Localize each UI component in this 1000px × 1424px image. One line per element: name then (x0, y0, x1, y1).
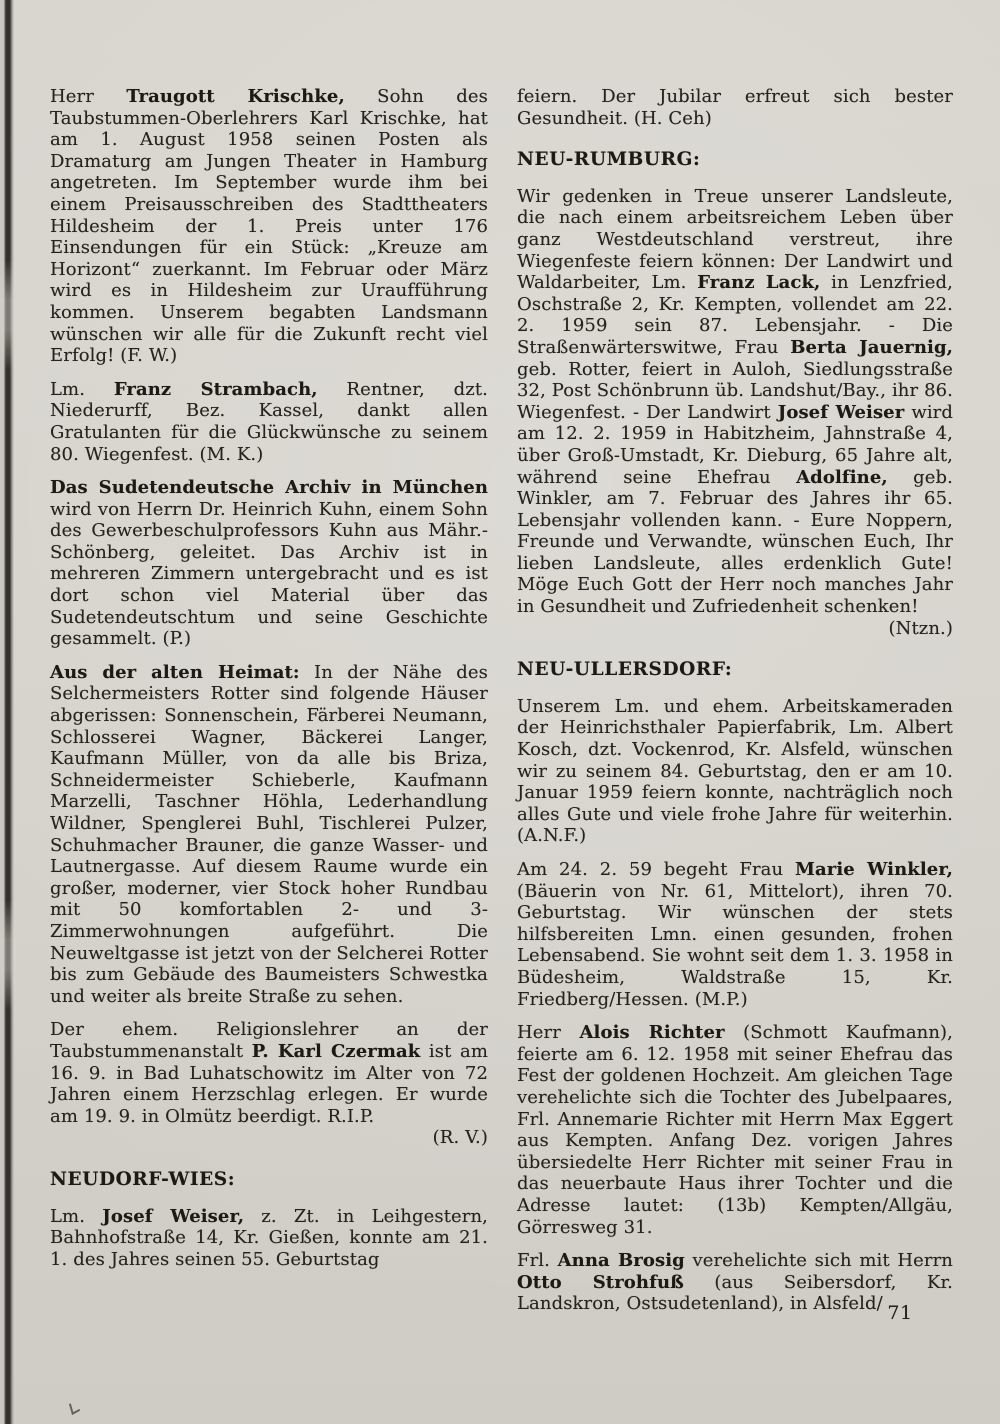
body-text: in Lenzfried, Oschstraße 2, Kr. Kempten, vollendet am 22. 2. 1959 sein 87. Lebensjahr. - Die Straßenwärterswitwe, Frau (517, 272, 953, 358)
bold-name-text: Das Sudetendeutsche Archiv in München (50, 477, 488, 499)
body-text: Herr (517, 1022, 580, 1044)
scan-speck-artifact (69, 1400, 80, 1415)
body-text: Lm. (50, 378, 114, 400)
body-text: verehelichte sich mit Herrn (684, 1250, 953, 1272)
paragraph (517, 86, 953, 129)
body-text: Herr (50, 86, 127, 107)
bold-name-text: Traugott Krischke, (126, 86, 345, 107)
body-text: Wir gedenken in Treue unserer Landsleute, die nach einem arbeitsreichem Leben über ganz Westdeutschland verstreut, ihre Wiegenfeste feiern können: Der Landwirt und Waldarbeiter, Lm. (517, 185, 953, 294)
paragraph (517, 1022, 953, 1238)
body-text: geb. Rotter, feiert in Auloh, Siedlungsstraße 32, Post Schönbrunn üb. Landshut/Bay., ihr 86. Wiegenfest. - Der Landwirt (517, 358, 953, 423)
paragraph-attribution: (R. V.) (432, 1127, 488, 1149)
left-column (50, 86, 488, 1282)
paragraph (517, 859, 953, 1010)
body-text: feiern. Der Jubilar erfreut sich bester Gesundheit. (H. Ceh) (517, 86, 953, 129)
body-text: Rentner, dzt. Niederurff, Bez. Kassel, dankt allen Gratulanten für die Glückwünsche zu seinem 80. Wiegenfest. (M. K.) (50, 378, 488, 465)
bold-name-text: Anna Brosig (557, 1250, 685, 1272)
body-text: Der ehem. Religionslehrer an der Taubstummenanstalt (50, 1019, 488, 1062)
right-column (517, 86, 953, 1327)
page-number: 71 (887, 1302, 913, 1324)
body-text: Sohn des Taubstummen-Oberlehrers Karl Krischke, hat am 1. August 1958 seinen Posten als Dramaturg am Jungen Theater in Hamburg angetreten. Im September wurde ihm bei einem Preisausschreiben des Stadttheaters Hildesheim der 1. Preis unter 176 Einsendungen für ein Stück: „Kreuze am Horizont“ zuerkannt. Im Februar oder März wird es in Hildesheim zur Uraufführung kommen. Unserem begabten Landsmann wünschen wir alle für die Zukunft recht viel Erfolg! (F. W.) (50, 86, 488, 367)
body-text: Unserem Lm. und ehem. Arbeitskameraden der Heinrichsthaler Papierfabrik, Lm. Albert Kosch, dzt. Vockenrod, Kr. Alsfeld, wünschen wir zu seinem 84. Geburtstag, den er am 10. Januar 1959 feiern konnte, nachträglich noch alles Gute und viele frohe Jahre für weiterhin. (A.N.F.) (517, 695, 953, 847)
body-text: Lm. (50, 1205, 103, 1227)
bold-name-text: Aus der alten Heimat: (50, 661, 300, 683)
bold-name-text: Franz Lack, (697, 272, 821, 294)
body-text: (Schmott Kaufmann), feierte am 6. 12. 1958 mit seiner Ehefrau das Fest der goldenen Hochzeit. Am gleichen Tage verehelichte sich die Tochter des Jubelpaares, Frl. Annemarie Richter mit Herrn Max Eggert aus Kempten. Anfang Dez. vorigen Jahres übersiedelte Herr Richter mit seiner Frau in das neuerbaute Haus ihrer Tochter und die Adresse lautet: (13b) Kempten/Allgäu, Görresweg 31. (517, 1022, 953, 1238)
body-text: z. Zt. in Leihgestern, Bahnhofstraße 14, Kr. Gießen, konnte am 21. 1. des Jahres seinen 55. Geburtstag (50, 1205, 488, 1270)
body-text: Am 24. 2. 59 begeht Frau (517, 859, 795, 880)
body-text: In der Nähe des Selchermeisters Rotter sind folgende Häuser abgerissen: Sonnenschein, Färberei Neumann, Schlosserei Wagner, Bäckerei Langer, Kaufmann Müller, von da alle bis Briza, Schneidermeister Schieberle, Kaufmann Marzelli, Taschner Höhla, Lederhandlung Wildner, Spenglerei Buhl, Tischlerei Pulzer, Schuhmacher Brauner, die ganze Wasser- und Lautnergasse. Auf diesem Raume wurde ein großer, moderner, vier Stock hoher Rundbau mit 50 komfortablen 2- und 3-Zimmerwohnungen aufgeführt. Die Neuweltgasse ist jetzt von der Selcherei Rotter bis zum Gebäude des Baumeisters Schwestka und weiter als breite Straße zu sehen. (50, 661, 488, 1007)
section-heading: NEU-ULLERSDORF: (517, 659, 733, 681)
bold-name-text: Franz Strambach, (113, 378, 318, 400)
paragraph (517, 186, 953, 639)
bold-name-text: Marie Winkler, (794, 859, 953, 880)
body-text: (Bäuerin von Nr. 61, Mittelort), ihren 70. Geburtstag. Wir wünschen der stets hilfsbereiten Lmn. einen gesunden, frohen Lebensabend. Sie wohnt seit dem 1. 3. 1958 in Büdesheim, Waldstraße 15, Kr. Friedberg/Hessen. (M.P.) (517, 880, 953, 1010)
section-heading: NEUDORF-WIES: (50, 1168, 236, 1190)
body-text: ist am 16. 9. in Bad Luhatschowitz im Alter von 72 Jahren einem Herzschlag erlegen. Er wurde am 19. 9. in Olmütz beerdigt. R.I.P. (50, 1040, 488, 1127)
scan-edge-artifact (0, 0, 16, 1424)
body-text: wird von Herrn Dr. Heinrich Kuhn, einem Sohn des Gewerbeschulprofessors Kuhn aus Mähr.-Schönberg, geleitet. Das Archiv ist in mehreren Zimmern untergebracht und es ist dort schon viel Material über das Sudetendeutschtum und seine Geschichte gesammelt. (P.) (50, 498, 488, 650)
bold-name-text: Berta Jauernig, (790, 336, 954, 358)
paragraph (50, 1019, 488, 1149)
paragraph (517, 696, 953, 847)
body-text: geb. Winkler, am 7. Februar des Jahres ihr 65. Lebensjahr vollenden kann. - Eure Noppern, Freunde und Verwandte, wünschen Euch, Ihr lieben Landsleute, alles erdenklich Gute! Möge Euch Gott der Herr noch manches Jahr in Gesundheit und Zufriedenheit schenken! (517, 466, 954, 618)
bold-name-text: Alois Richter (579, 1022, 725, 1044)
bold-name-text: P. Karl Czermak (251, 1040, 421, 1062)
paragraph (50, 1206, 488, 1271)
body-text: Frl. (517, 1250, 558, 1272)
body-text: (aus Seibersdorf, Kr. Landskron, Ostsudetenland), in Alsfeld/ (517, 1271, 953, 1315)
bold-name-text: Josef Weiser, (102, 1205, 245, 1227)
bold-name-text: Josef Weiser (777, 401, 905, 423)
bold-name-text: Adolfine, (796, 466, 888, 488)
bold-name-text: Otto Strohfuß (517, 1271, 684, 1293)
section-heading: NEU-RUMBURG: (517, 149, 701, 171)
paragraph (50, 86, 488, 367)
paragraph (50, 662, 488, 1008)
body-text: wird am 12. 2. 1959 in Habitzheim, Jahnstraße 4, über Groß-Umstadt, Kr. Dieburg, 65 Jahre alt, während seine Ehefrau (517, 401, 954, 488)
paragraph (50, 477, 488, 650)
paragraph-attribution: (Ntzn.) (888, 617, 953, 639)
paragraph (50, 379, 488, 465)
